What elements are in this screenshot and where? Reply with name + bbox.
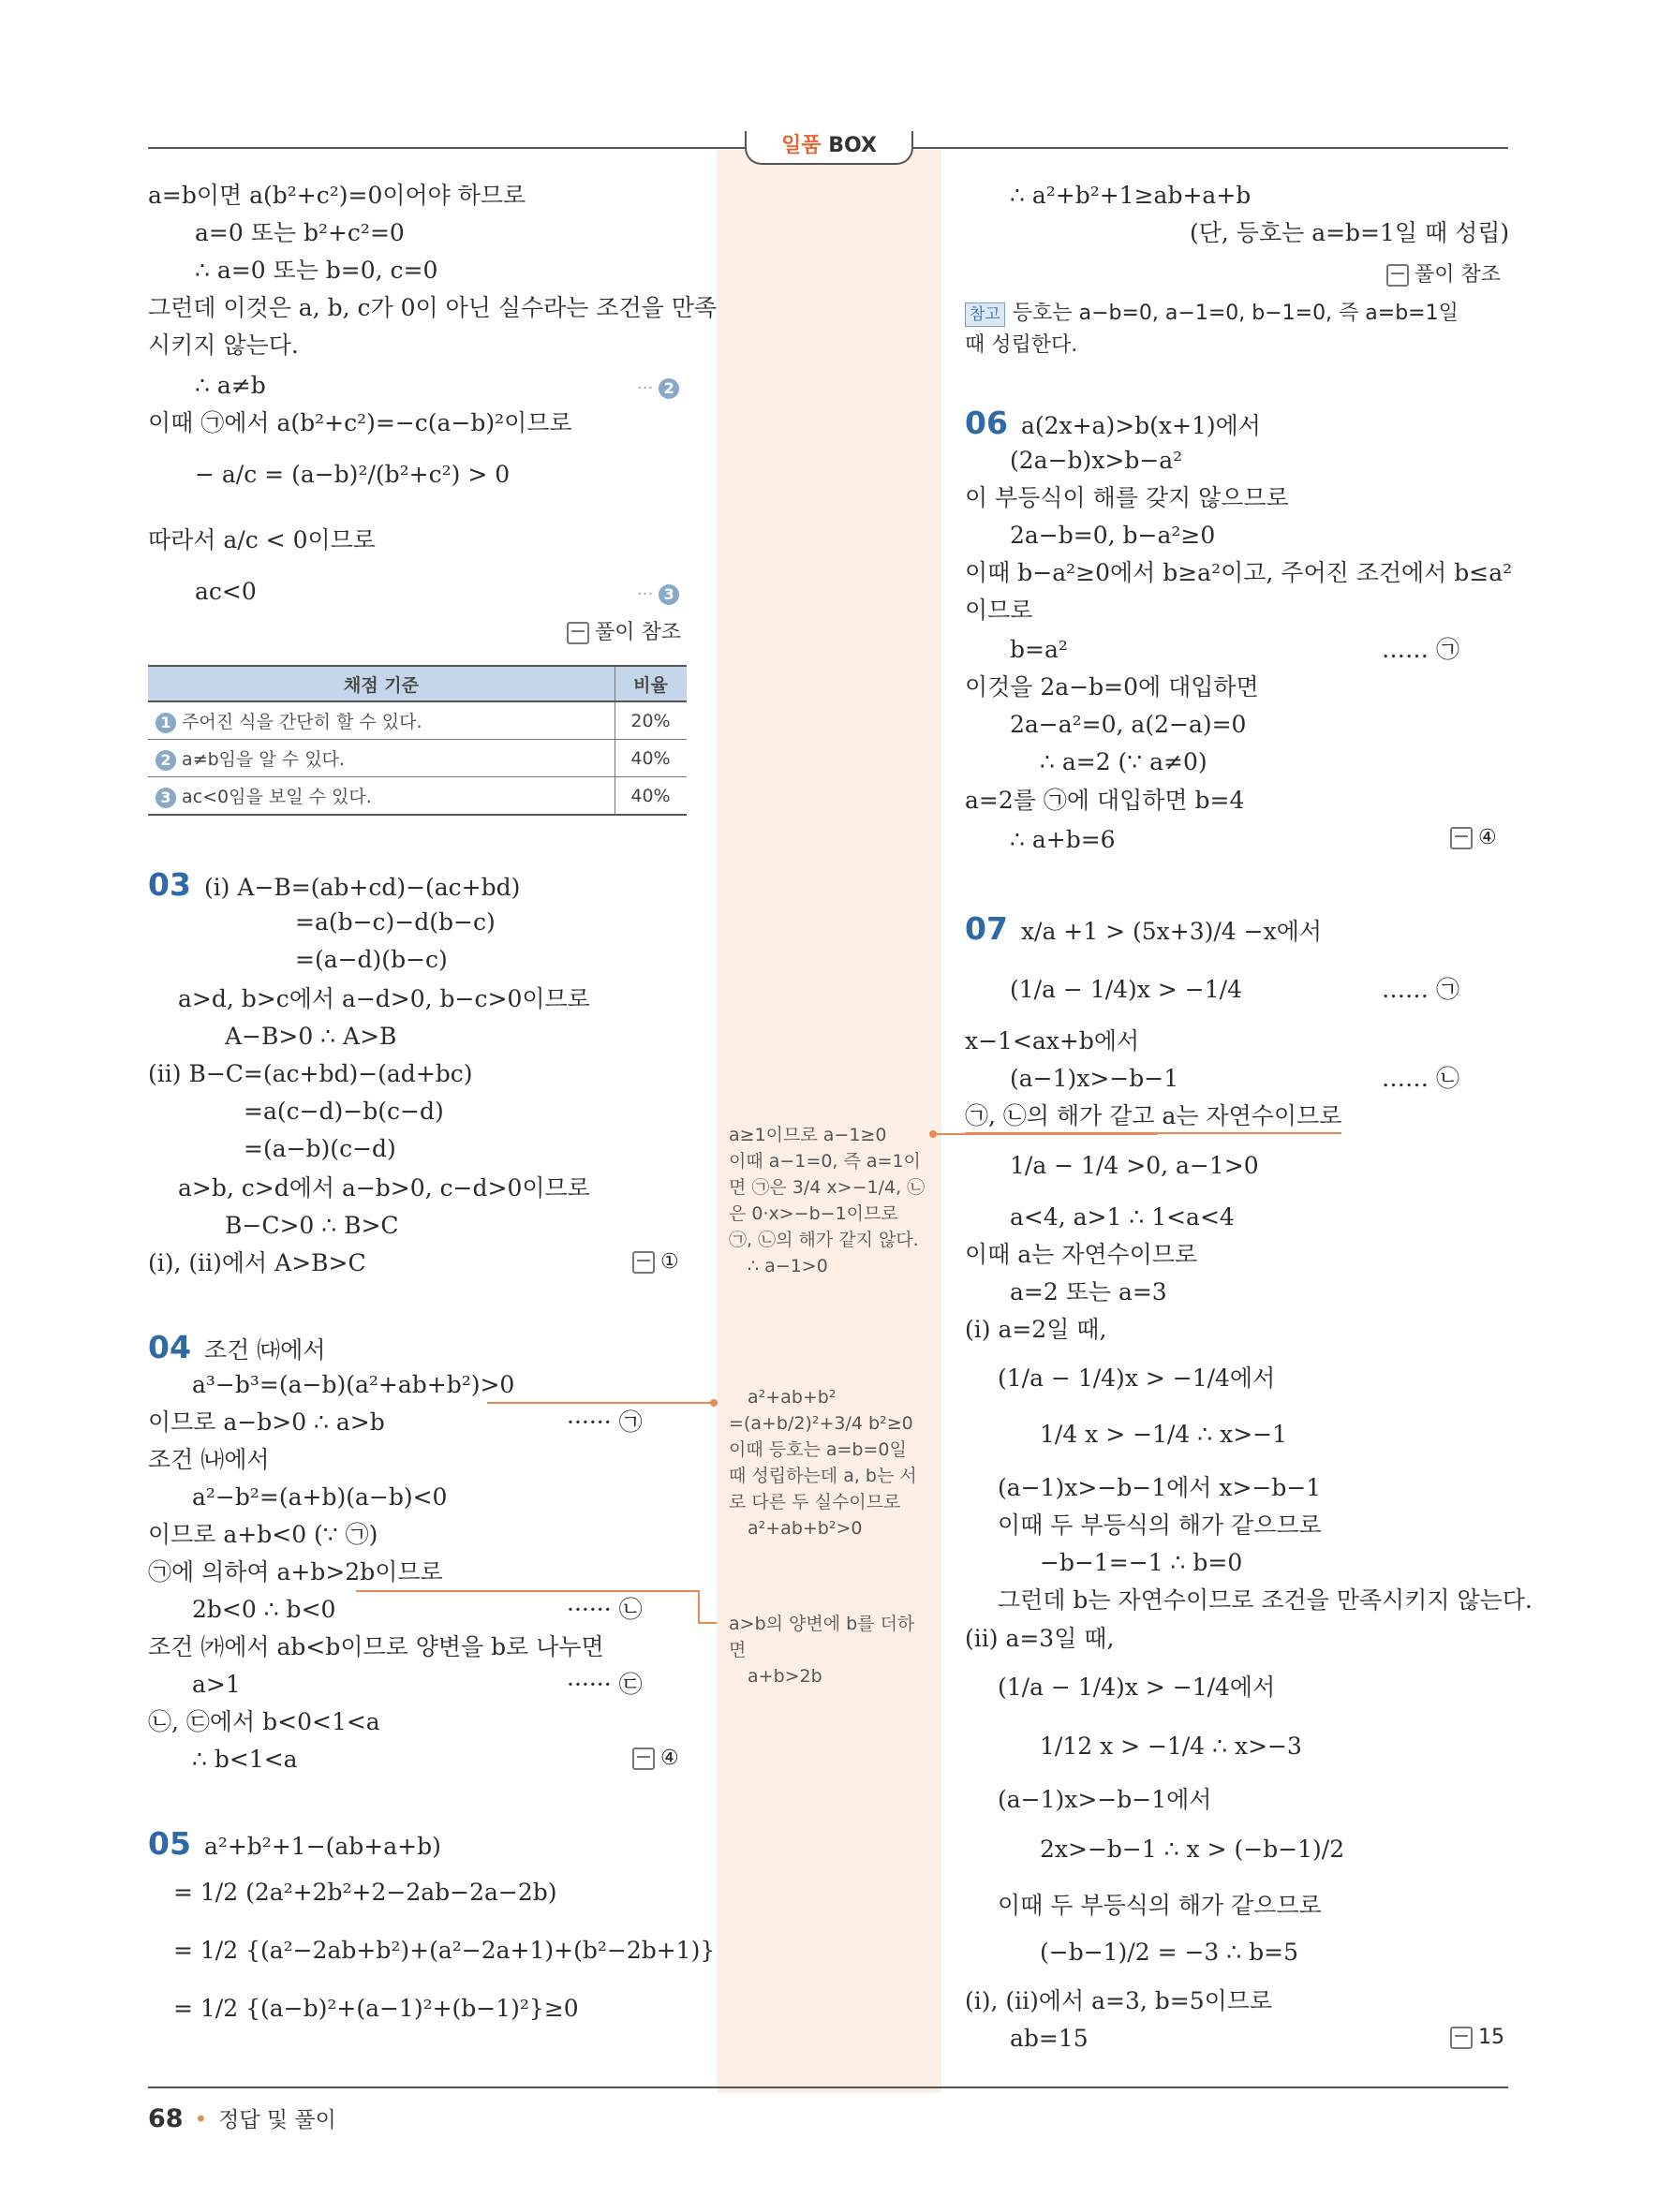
left-line: = 1/2 (2a²+2b²+2−2ab−2a−2b): [173, 1879, 557, 1906]
footer-label: 정답 및 풀이: [218, 2108, 336, 2132]
right-line: x−1<ax+b에서: [965, 1027, 1140, 1054]
right-line: 이므로: [965, 597, 1033, 624]
answer-ref: 풀이 참조: [1386, 258, 1501, 288]
left-line: = 1/2 {(a−b)²+(a−1)²+(b−1)²}≥0: [173, 1995, 579, 2022]
side-note-2: a²+ab+b² =(a+b/2)²+3/4 b²≥0 이때 등호는 a=b=0일 때 성립하는데 a, b는 서 로 다른 두 실수이므로 a²+ab+b²>0: [729, 1387, 917, 1539]
right-line: (a−1)x>−b−1: [1010, 1065, 1179, 1092]
left-line: 2b<0 ∴ b<0: [192, 1596, 336, 1623]
connector-line: [487, 1402, 717, 1404]
right-line: (단, 등호는 a=b=1일 때 성립): [1190, 219, 1510, 246]
right-line: 1/4 x > −1/4 ∴ x>−1: [1040, 1421, 1288, 1448]
left-line: a=b이면 a(b²+c²)=0이어야 하므로: [148, 182, 526, 209]
left-line: a>b, c>d에서 a−b>0, c−d>0이므로: [178, 1174, 590, 1202]
left-line: a>1: [192, 1671, 241, 1698]
grade-header-rate: 비율: [615, 666, 688, 701]
left-line: ac<0: [195, 578, 257, 605]
left-line: =a(c−d)−b(c−d): [244, 1098, 444, 1125]
right-line: a=2를 ㉠에 대입하면 b=4: [965, 787, 1245, 814]
box-label-b: BOX: [828, 134, 877, 157]
right-line: 이 부등식이 해를 갖지 않으므로: [965, 484, 1289, 511]
answer-icon: [1450, 827, 1473, 849]
right-line: a<4, a>1 ∴ 1<a<4: [1010, 1203, 1235, 1231]
right-line: ∴ a²+b²+1≥ab+a+b: [1010, 182, 1252, 209]
left-line: a³−b³=(a−b)(a²+ab+b²)>0: [192, 1371, 515, 1398]
left-line: a>d, b>c에서 a−d>0, b−c>0이므로: [178, 985, 590, 1012]
left-line: − a/c = (a−b)²/(b²+c²) > 0: [195, 461, 511, 488]
left-line: 이므로 a+b<0 (∵ ㉠): [148, 1521, 378, 1548]
eq-mark: …… ㉠: [1382, 976, 1459, 1003]
right-line: 이때 a는 자연수이므로: [965, 1241, 1198, 1268]
answer-ref: 풀이 참조: [567, 616, 681, 645]
right-line: (1/a − 1/4)x > −1/4에서: [998, 1674, 1276, 1701]
left-line: ㉠에 의하여 a+b>2b이므로: [148, 1558, 443, 1585]
left-line: a²−b²=(a+b)(a−b)<0: [192, 1483, 448, 1511]
answer-06: ④: [1450, 826, 1497, 849]
page-number: 68: [148, 2104, 184, 2133]
answer-icon: [1386, 264, 1409, 287]
problem-07: 07 x/a +1 > (5x+3)/4 −x에서: [965, 910, 1322, 947]
reference-note: 참고 등호는 a−b=0, a−1=0, b−1=0, 즉 a=b=1일: [965, 298, 1459, 330]
right-line: (1/a − 1/4)x > −1/4에서: [998, 1364, 1276, 1392]
right-line: 이것을 2a−b=0에 대입하면: [965, 673, 1259, 700]
right-line: a=2 또는 a=3: [1010, 1278, 1167, 1305]
reference-tag: 참고: [965, 302, 1005, 327]
right-line: (ii) a=3일 때,: [965, 1625, 1115, 1652]
right-line: 2a−a²=0, a(2−a)=0: [1010, 711, 1247, 738]
right-line: ∴ a=2 (∵ a≠0): [1040, 748, 1207, 775]
right-line: 이때 두 부등식의 해가 같으므로: [998, 1512, 1322, 1539]
left-line: (i), (ii)에서 A>B>C: [148, 1249, 366, 1276]
grading-table: [148, 665, 687, 816]
connector-line: [698, 1590, 700, 1624]
right-line: ㉠, ㉡의 해가 같고 a는 자연수이므로: [965, 1100, 1341, 1134]
left-line: ∴ a=0 또는 b=0, c=0: [195, 257, 438, 284]
step-mark: ··· 3: [637, 576, 679, 611]
right-line: 이때 두 부등식의 해가 같으므로: [998, 1892, 1322, 1919]
left-line: ∴ a≠b: [195, 372, 266, 399]
right-line: 1/a − 1/4 >0, a−1>0: [1010, 1152, 1259, 1179]
side-note-1: a≥1이므로 a−1≥0 이때 a−1=0, 즉 a=1이 면 ㉠은 3/4 x>−1/4, ㉡ 은 0·x>−b−1이므로 ㉠, ㉡의 해가 같지 않다. ∴ a−1>0: [729, 1125, 926, 1276]
answer-icon: [632, 1251, 655, 1274]
connector-line: [698, 1622, 717, 1624]
left-line: 시키지 않는다.: [148, 332, 299, 359]
right-line: −b−1=−1 ∴ b=0: [1040, 1549, 1243, 1576]
right-line: b=a²: [1010, 636, 1068, 663]
left-line: B−C>0 ∴ B>C: [225, 1212, 399, 1239]
eq-mark: …… ㉠: [1382, 636, 1459, 663]
right-line: ∴ a+b=6: [1010, 826, 1116, 853]
left-line: a=0 또는 b²+c²=0: [195, 219, 405, 246]
connector-line: [356, 1590, 700, 1592]
left-line: 조건 ㈏에서: [148, 1446, 270, 1473]
answer-04: ④: [632, 1747, 679, 1770]
eq-mark: ······ ㉡: [567, 1596, 643, 1623]
right-line: (−b−1)/2 = −3 ∴ b=5: [1040, 1939, 1298, 1966]
box-tab: [745, 131, 913, 165]
left-line: =(a−d)(b−c): [295, 946, 448, 973]
right-line: 2a−b=0, b−a²≥0: [1010, 522, 1216, 549]
grade-criterion: ac<0임을 보일 수 있다.: [182, 787, 372, 807]
right-line: ab=15: [1010, 2025, 1089, 2052]
answer-icon: [567, 622, 589, 644]
right-line: (1/a − 1/4)x > −1/4: [1010, 976, 1242, 1003]
left-line: 그런데 이것은 a, b, c가 0이 아닌 실수라는 조건을 만족: [148, 294, 718, 321]
left-line: = 1/2 {(a²−2ab+b²)+(a²−2a+1)+(b²−2b+1)}: [173, 1937, 716, 1964]
problem-03: 03 (i) A−B=(ab+cd)−(ac+bd): [148, 866, 521, 903]
left-line: 따라서 a/c < 0이므로: [148, 526, 376, 553]
grade-rate: 20%: [615, 701, 688, 740]
left-line: 이므로 a−b>0 ∴ a>b: [148, 1408, 385, 1436]
problem-04: 04 조건 ㈐에서: [148, 1329, 326, 1365]
right-line: (a−1)x>−b−1에서 x>−b−1: [998, 1474, 1322, 1501]
box-label-a: 일품: [781, 134, 822, 157]
footer: 68 • 정답 및 풀이: [148, 2104, 336, 2133]
side-note-3: a>b의 양변에 b를 더하 면 a+b>2b: [729, 1614, 915, 1687]
answer-07: 15: [1450, 2026, 1504, 2049]
eq-mark: …… ㉡: [1382, 1065, 1459, 1092]
right-line: 그런데 b는 자연수이므로 조건을 만족시키지 않는다.: [998, 1586, 1533, 1614]
left-line: =(a−b)(c−d): [244, 1135, 396, 1162]
table-row: 2 a≠b임을 알 수 있다. 40%: [148, 740, 687, 777]
right-line: 이때 b−a²≥0에서 b≥a²이고, 주어진 조건에서 b≤a²: [965, 559, 1513, 586]
right-line: (a−1)x>−b−1에서: [998, 1786, 1212, 1813]
step-mark: ··· 2: [637, 370, 679, 405]
answer-icon: [632, 1747, 655, 1770]
grade-criterion: 주어진 식을 간단히 할 수 있다.: [182, 712, 422, 732]
grade-rate: 40%: [615, 740, 688, 777]
reference-note-cont: 때 성립한다.: [965, 333, 1078, 357]
left-line: (ii) B−C=(ac+bd)−(ad+bc): [148, 1060, 473, 1087]
table-row: 1 주어진 식을 간단히 할 수 있다. 20%: [148, 701, 687, 740]
right-line: 2x>−b−1 ∴ x > (−b−1)/2: [1040, 1836, 1345, 1863]
left-line: 조건 ㈎에서 ab<b이므로 양변을 b로 나누면: [148, 1633, 604, 1660]
grade-rate: 40%: [615, 777, 688, 816]
left-line: ㉡, ㉢에서 b<0<1<a: [148, 1708, 380, 1735]
eq-mark: ······ ㉢: [567, 1671, 643, 1698]
problem-06: 06 a(2x+a)>b(x+1)에서: [965, 405, 1261, 441]
eq-mark: ······ ㉠: [567, 1408, 643, 1436]
grade-criterion: a≠b임을 알 수 있다.: [182, 749, 345, 770]
problem-05: 05 a²+b²+1−(ab+a+b): [148, 1825, 441, 1862]
right-line: 1/12 x > −1/4 ∴ x>−3: [1040, 1733, 1302, 1760]
right-line: (i) a=2일 때,: [965, 1316, 1107, 1343]
connector-dot: [710, 1399, 718, 1407]
left-line: ∴ b<1<a: [192, 1746, 298, 1773]
bottom-rule: [148, 2087, 1508, 2088]
table-row: 3 ac<0임을 보일 수 있다. 40%: [148, 777, 687, 816]
right-line: (2a−b)x>b−a²: [1010, 447, 1183, 474]
left-line: =a(b−c)−d(b−c): [295, 908, 496, 936]
answer-icon: [1450, 2027, 1473, 2049]
left-line: 이때 ㉠에서 a(b²+c²)=−c(a−b)²이므로: [148, 409, 572, 436]
answer-03: ①: [632, 1250, 679, 1274]
grade-header-criteria: 채점 기준: [148, 666, 615, 701]
connector-dot: [929, 1130, 937, 1138]
right-line: (i), (ii)에서 a=3, b=5이므로: [965, 1987, 1273, 2014]
left-line: A−B>0 ∴ A>B: [225, 1023, 397, 1050]
